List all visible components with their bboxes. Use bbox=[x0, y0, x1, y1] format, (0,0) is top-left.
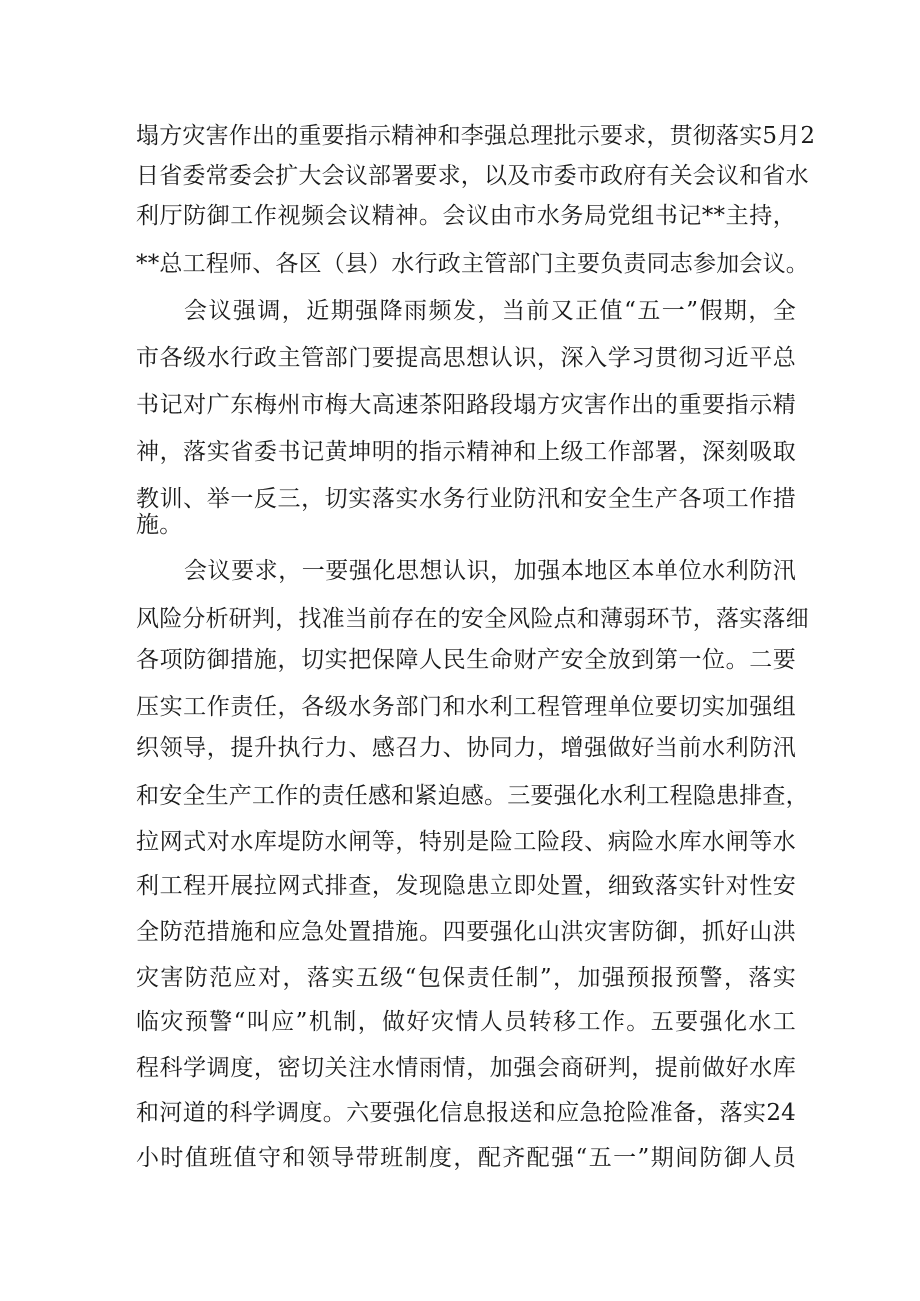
text-line: 全防范措施和应急处置措施。四要强化山洪灾害防御，抓好山洪 bbox=[136, 919, 796, 945]
text-line: 压实工作责任，各级水务部门和水利工程管理单位要切实加强组 bbox=[136, 694, 796, 720]
text-line: 神，落实省委书记黄坤明的指示精神和上级工作部署，深刻吸取 bbox=[136, 439, 796, 465]
paragraph-first-line: 会议要求，一要强化思想认识，加强本地区本单位水利防汛 bbox=[184, 558, 796, 584]
text-line: 和河道的科学调度。六要强化信息报送和应急抢险准备，落实24 bbox=[136, 1100, 796, 1126]
paragraph-first-line: 会议强调，近期强降雨频发，当前又正值“五一”假期，全 bbox=[184, 298, 796, 324]
text-line-last: 施。 bbox=[136, 512, 183, 538]
text-line: 塌方灾害作出的重要指示精神和李强总理批示要求，贯彻落实5月2 bbox=[136, 123, 816, 149]
text-line: 小时值班值守和领导带班制度，配齐配强“五一”期间防御人员 bbox=[136, 1145, 796, 1171]
text-line: 织领导，提升执行力、感召力、协同力，增强做好当前水利防汛 bbox=[136, 735, 796, 761]
text-line: 市各级水行政主管部门要提高思想认识，深入学习贯彻习近平总 bbox=[136, 345, 796, 371]
text-line: 灾害防范应对，落实五级“包保责任制”，加强预报预警，落实 bbox=[136, 965, 796, 991]
text-line: 教训、举一反三，切实落实水务行业防汛和安全生产各项工作措 bbox=[136, 486, 796, 512]
text-line: 临灾预警“叫应”机制，做好灾情人员转移工作。五要强化水工 bbox=[136, 1009, 796, 1035]
text-line: 各项防御措施，切实把保障人民生命财产安全放到第一位。二要 bbox=[136, 647, 796, 673]
text-line: 利厅防御工作视频会议精神。会议由市水务局党组书记**主持， bbox=[136, 203, 796, 229]
text-line: 和安全生产工作的责任感和紧迫感。三要强化水利工程隐患排查， bbox=[136, 783, 809, 809]
text-line: 日省委常委会扩大会议部署要求，以及市委市政府有关会议和省水 bbox=[136, 163, 809, 189]
text-line: 书记对广东梅州市梅大高速茶阳路段塌方灾害作出的重要指示精 bbox=[136, 392, 796, 418]
text-line: 程科学调度，密切关注水情雨情，加强会商研判，提前做好水库 bbox=[136, 1055, 796, 1081]
text-line: 风险分析研判，找准当前存在的安全风险点和薄弱环节，落实落细 bbox=[136, 606, 809, 632]
text-line: 拉网式对水库堤防水闸等，特别是险工险段、病险水库水闸等水 bbox=[136, 829, 796, 855]
text-line: 利工程开展拉网式排查，发现隐患立即处置，细致落实针对性安 bbox=[136, 873, 796, 899]
text-line: **总工程师、各区（县）水行政主管部门主要负责同志参加会议。 bbox=[136, 251, 809, 277]
